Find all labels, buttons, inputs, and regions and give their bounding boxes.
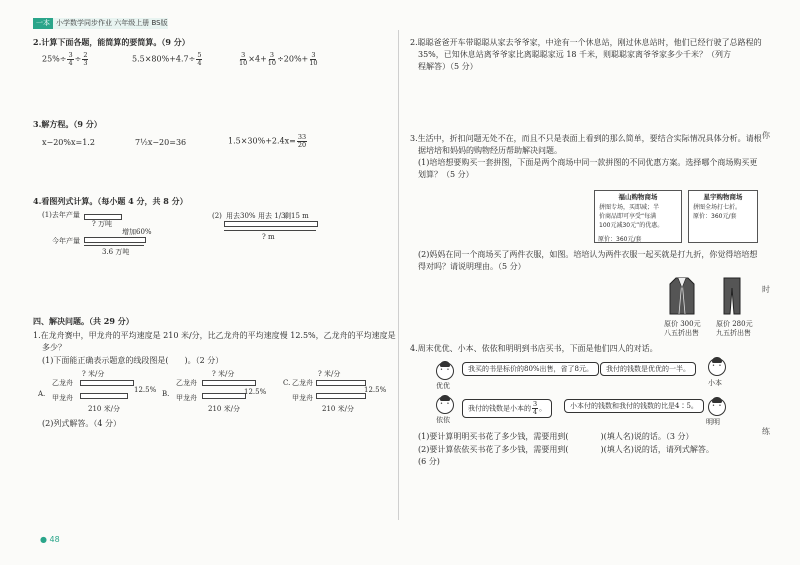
coat-price: 原价 300元 xyxy=(664,320,701,328)
rope-total: ? m xyxy=(262,233,275,241)
option-b-bar-jia xyxy=(202,393,246,399)
last-year-value: ? 万吨 xyxy=(92,220,112,228)
q2-expr-2: 5.5×80%+4.7÷ $\frac{5}{4}$ xyxy=(132,51,202,67)
this-year-bracket xyxy=(84,245,144,246)
shop-fushan-title: 福山购物商场 xyxy=(618,193,658,201)
coat-icon xyxy=(668,276,696,316)
used-30-label: 用去30% xyxy=(226,212,256,220)
r-q3-line1: 3.生活中，折扣问题无处不在，而且不只是表面上看到的那么简单，要结合实际情况具体分析。请根 xyxy=(410,134,762,143)
option-c[interactable]: C. xyxy=(283,379,291,387)
r-q4-line1: 4.周末优优、小本、依依和明明到书店买书，下面是他们四人的对话。 xyxy=(410,344,658,353)
youyou-avatar xyxy=(436,362,454,380)
used-frac-label: 用去 1/3 xyxy=(258,212,286,220)
q3-title: 3.解方程。（9 分） xyxy=(33,119,102,129)
mingming-avatar xyxy=(708,398,726,416)
margin-char-1: 你 xyxy=(762,131,770,140)
option-c-bar-yi xyxy=(316,380,366,386)
option-a[interactable]: A. xyxy=(38,390,46,398)
increase-label: 增加60% xyxy=(122,228,152,236)
option-a-210: 210 米/分 xyxy=(88,405,120,413)
margin-char-2: 时 xyxy=(762,285,770,294)
q4-title: 4.看图列式计算。（每小题 4 分，共 8 分） xyxy=(33,196,188,206)
rope-bar xyxy=(224,221,318,227)
q3-eq-2: 7½x−20=36 xyxy=(135,138,187,147)
q3-eq-3: 1.5×30%+2.4x= $\frac{33}{20}$ xyxy=(228,133,307,149)
option-c-bar-jia xyxy=(316,393,366,399)
option-c-pct: 12.5% xyxy=(364,386,387,394)
youyou-name: 优优 xyxy=(436,382,450,390)
yiyi-name: 依依 xyxy=(436,416,450,424)
coat-discount: 八五折出售 xyxy=(664,329,699,337)
pants-price: 原价 280元 xyxy=(716,320,753,328)
option-a-pct: 12.5% xyxy=(134,386,157,394)
q2-title: 2.计算下面各题，能简算的要简算。（9 分） xyxy=(33,37,190,47)
r-q3-part2-a: (2)妈妈在同一个商场买了两件衣服，如图。培培认为两件衣服一起买就是打九折，你觉得培培想 xyxy=(418,250,758,259)
q2-expr-1: 25%÷ $\frac{3}{4}$ ÷ $\frac{2}{3}$ xyxy=(42,51,88,67)
r-q4-part1: (1)要计算明明买书花了多少钱，需要用到( )(填人名)说的话。（3 分） xyxy=(418,432,694,441)
this-year-bar xyxy=(84,237,146,243)
option-b-pct: 12.5% xyxy=(244,388,267,396)
q4-part2-label: (2) xyxy=(212,212,222,220)
series-tag: 一本 xyxy=(33,18,53,29)
book-title: 小学数学同步作业 六年级上册 BS版 xyxy=(56,19,168,27)
r-q3-part2-b: 得对吗？请说明理由。（5 分） xyxy=(418,262,526,271)
option-a-bar-yi xyxy=(80,380,134,386)
option-b-q: ? 米/分 xyxy=(212,370,235,378)
option-b-yi: 乙龙舟 xyxy=(176,379,197,387)
xiaoben-avatar xyxy=(708,358,726,376)
shop-fushan-price: 原价：360元/套 xyxy=(598,236,642,243)
r-q3-line2: 据培培和妈妈的购物经历帮助解决问题。 xyxy=(418,146,562,155)
option-a-jia: 甲龙舟 xyxy=(52,394,73,402)
shop-fushan-card: 福山购物商场 拼图专场，买即减；半 价商品即可享受“每满 100元减30元”的优惠。 xyxy=(594,190,682,243)
margin-char-3: 练 xyxy=(762,427,770,436)
option-a-bar-jia xyxy=(80,393,128,399)
option-c-210: 210 米/分 xyxy=(322,405,354,413)
option-b[interactable]: B. xyxy=(162,390,170,398)
option-a-q: ? 米/分 xyxy=(82,370,105,378)
sec4-q1-part2: (2)列式解答。（4 分） xyxy=(42,419,121,428)
r-q4-part2-score: (6 分) xyxy=(418,457,440,466)
youyou-speech: 我买的书是标价的80%出售，省了8元。 xyxy=(462,362,599,376)
xiaoben-speech: 我付的钱数是优优的一半。 xyxy=(600,362,696,376)
this-year-label: 今年产量 xyxy=(52,237,80,245)
shop-xingyu-title: 星宇购物商场 xyxy=(703,193,743,201)
xiaoben-name: 小本 xyxy=(708,379,722,387)
yiyi-avatar xyxy=(436,396,454,414)
q2-expr-3: $\frac{3}{10}$ ×4+ $\frac{3}{10}$ ÷20%+ $\frac{3}{10}$ xyxy=(239,51,318,67)
r-q4-part2: (2)要计算依依买书花了多少钱，需要用到( )(填人名)说的话，请列式解答。 xyxy=(418,445,714,454)
sec4-q1-part1: (1)下面能正确表示题意的线段图是( )。（2 分） xyxy=(42,356,224,365)
option-b-jia: 甲龙舟 xyxy=(176,394,197,402)
shop-xingyu-card: 星宇购物商场 拼图全场打七折。 原价：360元/套 xyxy=(688,190,758,243)
section4-title: 四、解决问题。（共 29 分） xyxy=(33,316,134,326)
r-q3-part1-b: 划算？（5 分） xyxy=(418,170,474,179)
option-b-bar-yi xyxy=(202,380,256,386)
r-q2-line1: 2.聪聪爸爸开车带聪聪从家去爷爷家，中途有一个休息站，刚过休息站时，他们已经行驶了总路程的 xyxy=(410,38,762,47)
mingming-name: 明明 xyxy=(706,418,720,426)
r-q2-line2: 35%，已知休息站离爷爷家比离聪聪家远 18 千米，则聪聪家离爷爷家多少千米？（列方 xyxy=(418,50,732,59)
page-number: ● 48 xyxy=(40,535,60,544)
rope-bracket xyxy=(224,230,316,231)
option-c-q: ? 米/分 xyxy=(318,370,341,378)
remain-label: 剩15 m xyxy=(284,212,309,220)
page-header xyxy=(33,18,168,29)
column-divider xyxy=(398,30,399,520)
this-year-value: 3.6 万吨 xyxy=(102,248,130,256)
option-b-210: 210 米/分 xyxy=(208,405,240,413)
sec4-q1-line1: 1.在龙舟赛中，甲龙舟的平均速度是 210 米/分，比乙龙舟的平均速度慢 12.5%，乙龙舟的平均速度是 xyxy=(33,331,396,340)
pants-icon xyxy=(722,276,742,316)
option-c-jia: 甲龙舟 xyxy=(292,394,313,402)
option-c-yi: 乙龙舟 xyxy=(292,379,313,387)
q3-eq-1: x−20%x=1.2 xyxy=(42,138,95,147)
q4-part1-label: (1)去年产量 xyxy=(42,211,80,219)
option-a-yi: 乙龙舟 xyxy=(52,379,73,387)
r-q2-line3: 程解答）（5 分） xyxy=(418,62,478,71)
r-q3-part1-a: (1)培培想要购买一套拼图，下面是两个商场中同一款拼图的不同优惠方案。选择哪个商场购买更 xyxy=(418,158,758,167)
pants-discount: 九五折出售 xyxy=(716,329,751,337)
sec4-q1-line2: 多少？ xyxy=(42,343,66,352)
mingming-speech: 小本付的钱数和我付的钱数的比是4∶5。 xyxy=(564,399,704,413)
yiyi-speech: 我付的钱数是小本的 $\frac{3}{4}$ 。 xyxy=(462,399,552,418)
